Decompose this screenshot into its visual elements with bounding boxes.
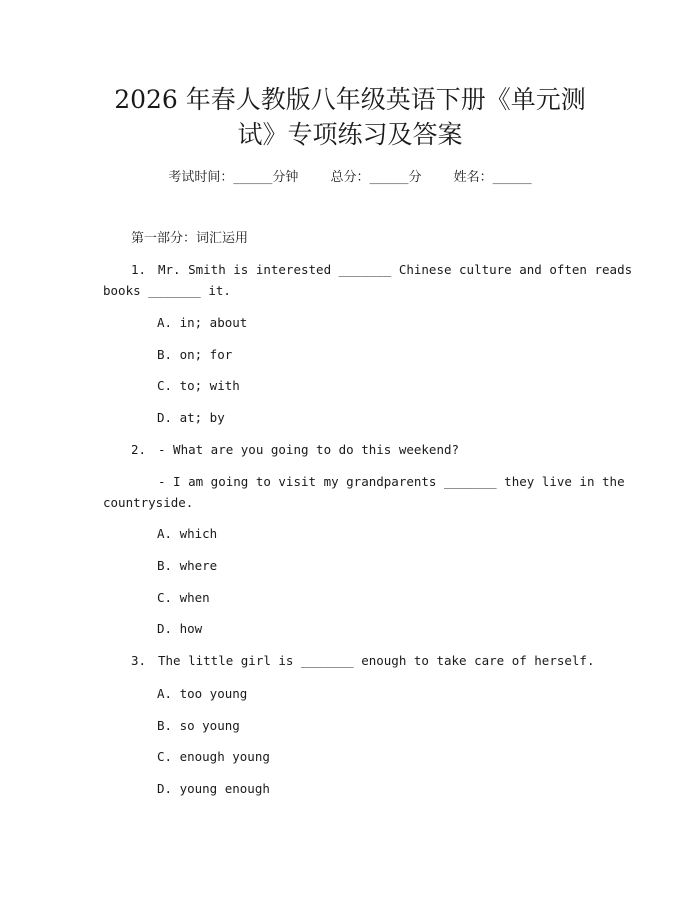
question-1-option-a: A. in; about xyxy=(157,315,248,330)
question-2-option-c: C. when xyxy=(157,590,210,605)
question-1-text-line-1: Mr. Smith is interested _______ Chinese culture and often reads xyxy=(158,262,633,277)
question-1-option-c: C. to; with xyxy=(157,378,240,393)
question-1-option-d: D. at; by xyxy=(157,410,225,425)
exam-meta xyxy=(0,168,700,188)
question-2-text-line-1: - What are you going to do this weekend? xyxy=(158,442,460,457)
question-3-number: 3. xyxy=(131,653,147,668)
question-3-option-c: C. enough young xyxy=(157,749,270,764)
question-2-number: 2. xyxy=(131,442,147,457)
question-3-option-a: A. too young xyxy=(157,686,248,701)
question-3-option-b: B. so young xyxy=(157,718,240,733)
exam-time: 考试时间：______分钟 xyxy=(168,170,299,185)
question-1-option-b: B. on; for xyxy=(157,347,233,362)
question-2-reply-line-2: countryside. xyxy=(103,495,194,510)
question-1-number: 1. xyxy=(131,262,147,277)
document-title-line-1: 2026 年春人教版八年级英语下册《单元测 xyxy=(114,85,586,114)
question-3-text-line-1: The little girl is _______ enough to take care of herself. xyxy=(158,653,595,668)
exam-name: 姓名：______ xyxy=(453,170,532,185)
question-2-option-d: D. how xyxy=(157,621,203,636)
question-2-option-b: B. where xyxy=(157,558,218,573)
section-heading: 第一部分：词汇运用 xyxy=(131,231,249,246)
document-title-line-2: 试》专项练习及答案 xyxy=(237,120,463,149)
question-1-text-line-2: books _______ it. xyxy=(103,283,231,298)
question-3-option-d: D. young enough xyxy=(157,781,270,796)
question-2-option-a: A. which xyxy=(157,526,218,541)
exam-score: 总分：______分 xyxy=(330,170,422,185)
question-2-reply-line-1: - I am going to visit my grandparents _______ they live in the xyxy=(158,474,625,489)
